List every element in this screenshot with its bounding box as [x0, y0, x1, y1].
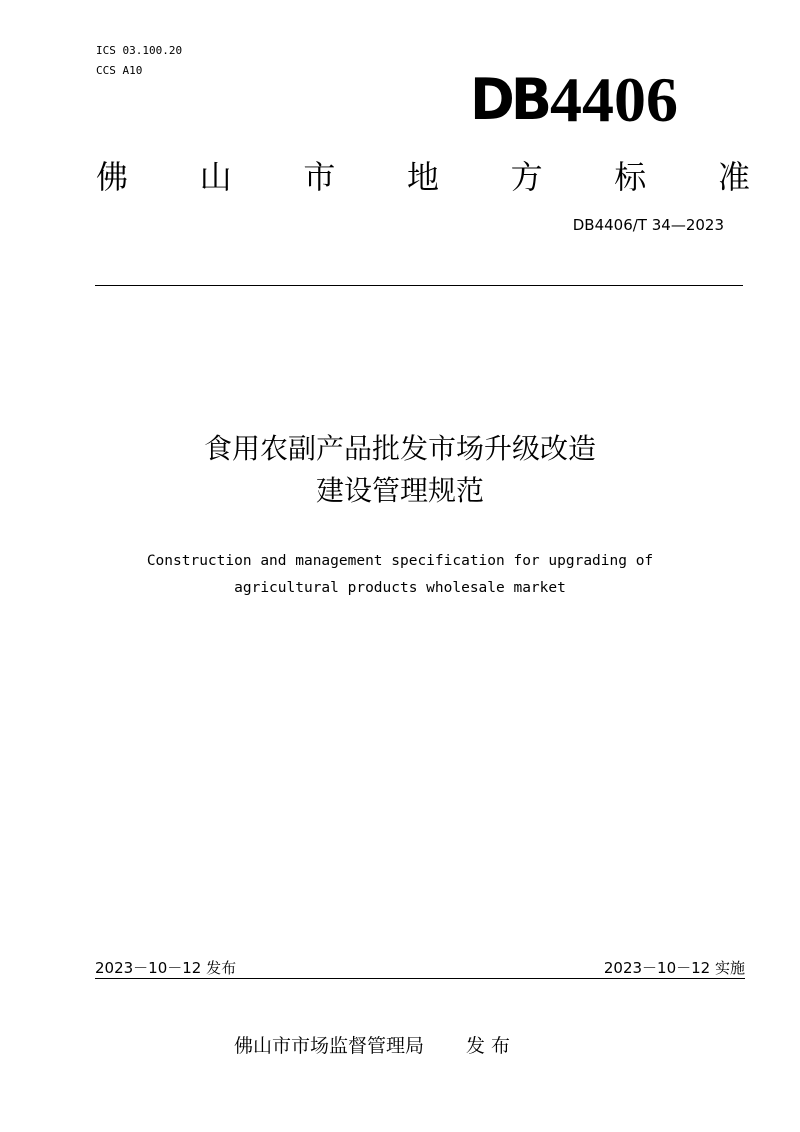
standard-number: DB4406/T 34—2023 [572, 216, 724, 234]
db-logo-digits: 4406 [549, 64, 678, 135]
db-logo-letters: DB [470, 66, 548, 133]
db-standard-logo [470, 64, 725, 135]
issuer-line [234, 1031, 516, 1058]
standard-type-char: 地 [406, 158, 439, 196]
standard-type-char: 市 [303, 158, 336, 196]
english-title-line-1: Construction and management specification for upgrading of [146, 553, 654, 569]
classification-codes [96, 41, 182, 81]
standard-type-char: 佛 [96, 158, 129, 196]
standard-type-char: 方 [510, 158, 543, 196]
standard-type-char: 山 [199, 158, 232, 196]
english-title [80, 548, 720, 602]
date-row [95, 955, 745, 979]
chinese-title-line-1: 食用农副产品批发市场升级改造 [203, 432, 596, 465]
publish-date: 2023－10－12 发布 [95, 958, 237, 977]
english-title-line-2: agricultural products wholesale market [234, 580, 566, 596]
footer-divider [95, 978, 745, 979]
chinese-title [100, 428, 700, 512]
implement-date: 2023－10－12 实施 [603, 958, 745, 977]
ccs-code: CCS A10 [96, 64, 143, 77]
header-divider [95, 285, 743, 286]
chinese-title-line-2: 建设管理规范 [315, 474, 484, 507]
standard-type-char: 准 [717, 158, 750, 196]
standard-type-heading [96, 150, 750, 200]
issue-label: 发布 [466, 1035, 517, 1057]
standard-type-char: 标 [614, 158, 647, 196]
issuing-authority: 佛山市市场监督管理局 [234, 1035, 425, 1057]
ics-code: ICS 03.100.20 [96, 44, 183, 57]
